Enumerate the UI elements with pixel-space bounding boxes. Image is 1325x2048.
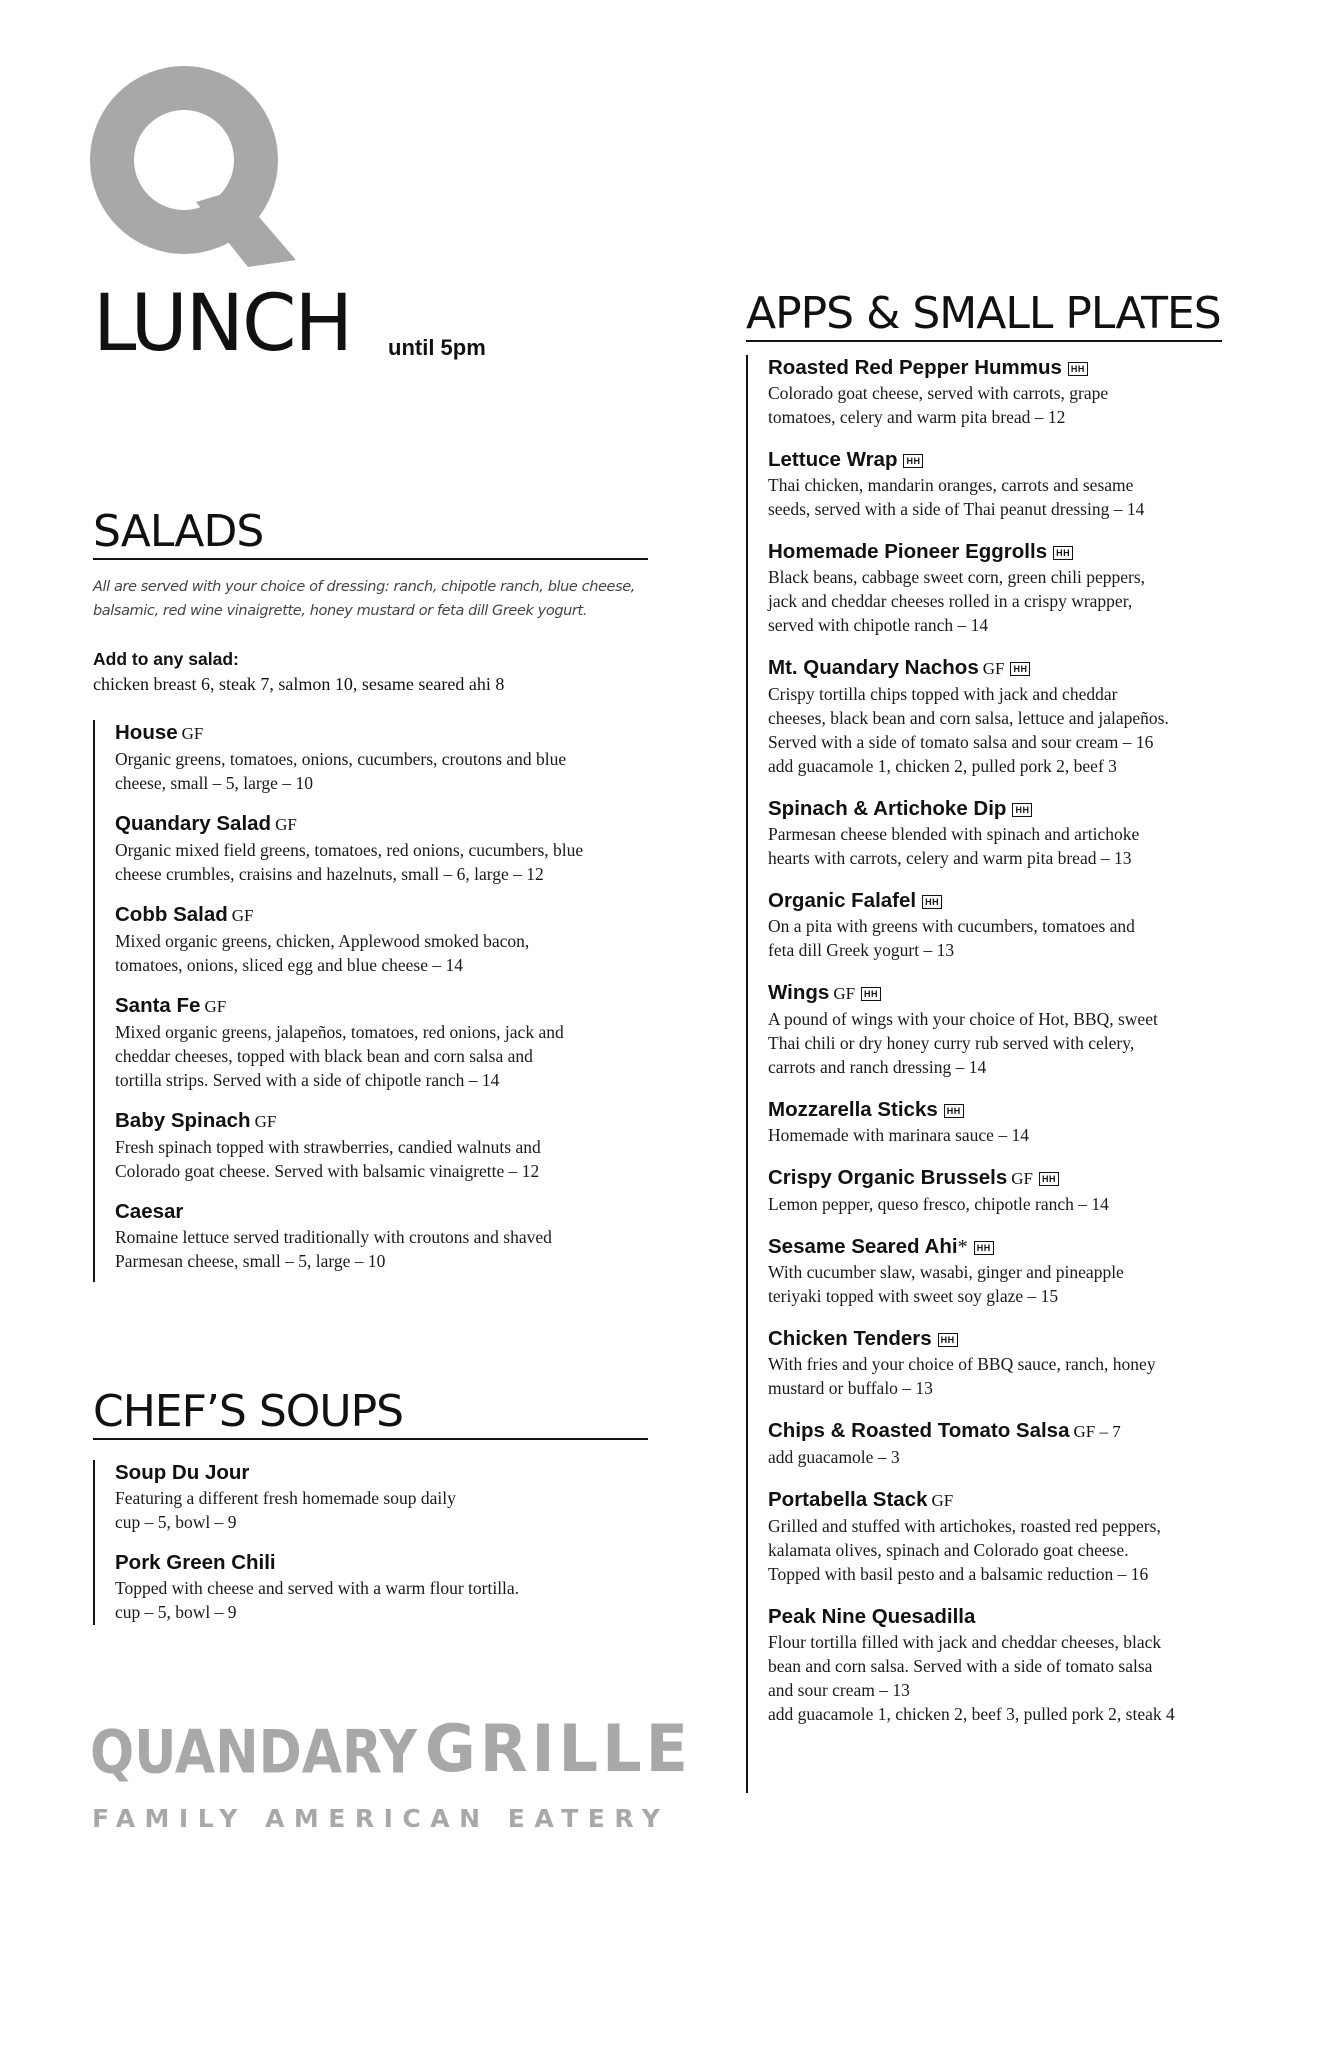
menu-item — [115, 1199, 695, 1273]
gluten-free-badge: GF — [254, 1112, 277, 1131]
item-description: Black beans, cabbage sweet corn, green chili peppers, jack and cheddar cheeses rolled in a crispy wrapper, served with chipotle ranch – 14 — [768, 567, 1146, 635]
item-description: Fresh spinach topped with strawberries, candied walnuts and Colorado goat cheese. Served with balsamic vinaigrette – 12 — [115, 1137, 541, 1181]
item-name: Santa Fe GF — [115, 994, 227, 1017]
item-name: House GF — [115, 721, 204, 744]
happy-hour-badge: HH — [861, 987, 881, 1001]
menu-item — [115, 1550, 695, 1624]
item-description: With fries and your choice of BBQ sauce, ranch, honey mustard or buffalo – 13 — [768, 1354, 1156, 1398]
happy-hour-badge: HH — [938, 1333, 958, 1347]
happy-hour-badge: HH — [1053, 546, 1073, 560]
item-name: Quandary Salad GF — [115, 812, 297, 835]
item-name: Baby Spinach GF — [115, 1109, 277, 1132]
raw-warning-asterisk: * — [957, 1236, 968, 1258]
addon-text: chicken breast 6, steak 7, salmon 10, sesame seared ahi 8 — [93, 674, 505, 694]
dressing-note: All are served with your choice of dressing: ranch, chipotle ranch, blue cheese, balsamic, red wine vinaigrette, honey mustard or feta dill Greek yogurt. — [93, 579, 635, 619]
item-name: Organic Falafel HH — [768, 888, 1288, 914]
item-name: Soup Du Jour — [115, 1461, 250, 1484]
gluten-free-badge: GF — [1011, 1169, 1033, 1188]
gluten-free-badge: GF — [204, 997, 227, 1016]
gluten-free-badge: GF — [275, 815, 297, 834]
item-name: Wings GF HH — [768, 980, 1288, 1007]
item-name: Portabella Stack GF — [768, 1488, 954, 1511]
addon-label: Add to any salad: — [93, 649, 239, 669]
item-name: Caesar — [115, 1200, 184, 1223]
brand-name-right: GRILLE — [424, 1710, 692, 1787]
item-description: Parmesan cheese blended with spinach and artichoke hearts with carrots, celery and warm pita bread – 13 — [768, 824, 1140, 868]
happy-hour-badge: HH — [922, 895, 942, 909]
menu-item — [115, 993, 695, 1092]
brand-name-left: QUANDARY — [90, 1718, 417, 1788]
item-name: Homemade Pioneer Eggrolls HH — [768, 539, 1288, 565]
item-name: Sesame Seared Ahi* HH — [768, 1234, 1288, 1260]
gluten-free-badge: GF – 7 — [1073, 1422, 1121, 1441]
item-description: With cucumber slaw, wasabi, ginger and pineapple teriyaki topped with sweet soy glaze – 15 — [768, 1262, 1124, 1306]
happy-hour-badge: HH — [974, 1241, 994, 1255]
q-logo-icon — [88, 62, 298, 277]
brand-tagline: FAMILY AMERICAN EATERY — [92, 1804, 670, 1833]
menu-item — [768, 539, 1288, 637]
item-description: Mixed organic greens, chicken, Applewood smoked bacon, tomatoes, onions, sliced egg and blue cheese – 14 — [115, 931, 530, 975]
salads-list — [93, 720, 695, 1282]
menu-item — [115, 811, 695, 886]
item-name: Crispy Organic Brussels GF HH — [768, 1165, 1288, 1192]
item-name: Peak Nine Quesadilla — [768, 1605, 976, 1628]
item-description: Colorado goat cheese, served with carrots, grape tomatoes, celery and warm pita bread – 12 — [768, 383, 1109, 427]
menu-item — [768, 355, 1288, 429]
item-description: Crispy tortilla chips topped with jack and cheddar cheeses, black bean and corn salsa, lettuce and jalapeños. Served with a side of tomato salsa and sour cream – 16 add guacamole 1, chicken 2, pulled pork 2, beef 3 — [768, 684, 1169, 776]
menu-item — [115, 1108, 695, 1183]
page-title: LUNCH — [93, 279, 352, 369]
happy-hour-badge: HH — [1039, 1172, 1059, 1186]
item-description: Romaine lettuce served traditionally with croutons and shaved Parmesan cheese, small – 5, large – 10 — [115, 1227, 552, 1271]
item-description: Thai chicken, mandarin oranges, carrots and sesame seeds, served with a side of Thai peanut dressing – 14 — [768, 475, 1145, 519]
item-name: Cobb Salad GF — [115, 903, 254, 926]
menu-item — [768, 1234, 1288, 1308]
apps-heading: APPS & SMALL PLATES — [746, 292, 1222, 342]
happy-hour-badge: HH — [1068, 362, 1088, 376]
gluten-free-badge: GF — [833, 984, 856, 1003]
menu-item — [768, 1487, 1288, 1586]
item-description: add guacamole – 3 — [768, 1447, 900, 1467]
item-name: Pork Green Chili — [115, 1551, 276, 1574]
gluten-free-badge: GF — [181, 724, 204, 743]
gluten-free-badge: GF — [231, 906, 254, 925]
item-name: Chicken Tenders HH — [768, 1326, 1288, 1352]
soups-heading: CHEF’S SOUPS — [93, 1390, 648, 1440]
item-description: Mixed organic greens, jalapeños, tomatoes, red onions, jack and cheddar cheeses, topped with black bean and corn salsa and tortilla strips. Served with a side of chipotle ranch – 14 — [115, 1022, 564, 1090]
menu-item — [768, 1418, 1288, 1469]
menu-item — [115, 902, 695, 977]
item-description: Organic mixed field greens, tomatoes, red onions, cucumbers, blue cheese crumbles, craisins and hazelnuts, small – 6, large – 12 — [115, 840, 584, 884]
menu-item — [115, 1460, 695, 1534]
item-description: Lemon pepper, queso fresco, chipotle ranch – 14 — [768, 1194, 1109, 1214]
happy-hour-badge: HH — [1012, 803, 1032, 817]
brand-logo — [90, 1710, 692, 1788]
soups-list — [93, 1460, 695, 1625]
gluten-free-badge: GF — [982, 659, 1005, 678]
menu-item — [768, 980, 1288, 1079]
item-description: A pound of wings with your choice of Hot, BBQ, sweet Thai chili or dry honey curry rub served with celery, carrots and ranch dressing – 14 — [768, 1009, 1158, 1077]
item-description: Homemade with marinara sauce – 14 — [768, 1125, 1029, 1145]
item-name: Mozzarella Sticks HH — [768, 1097, 1288, 1123]
happy-hour-badge: HH — [903, 454, 923, 468]
menu-item — [768, 1326, 1288, 1400]
item-name: Chips & Roasted Tomato Salsa GF – 7 — [768, 1419, 1121, 1442]
item-description: On a pita with greens with cucumbers, tomatoes and feta dill Greek yogurt – 13 — [768, 916, 1135, 960]
menu-item — [768, 888, 1288, 962]
menu-item — [768, 447, 1288, 521]
menu-item — [768, 1604, 1288, 1726]
item-name: Mt. Quandary Nachos GF HH — [768, 655, 1288, 682]
happy-hour-badge: HH — [944, 1104, 964, 1118]
item-name: Lettuce Wrap HH — [768, 447, 1288, 473]
page-subtitle: until 5pm — [388, 335, 486, 360]
menu-item — [115, 720, 695, 795]
apps-list — [746, 355, 1288, 1793]
salads-heading: SALADS — [93, 510, 648, 560]
item-name: Spinach & Artichoke Dip HH — [768, 796, 1288, 822]
item-description: Flour tortilla filled with jack and cheddar cheeses, black bean and corn salsa. Served with a side of tomato salsa and sour cream – 13 add guacamole 1, chicken 2, beef 3, pulled pork 2, steak 4 — [768, 1632, 1175, 1724]
gluten-free-badge: GF — [931, 1491, 954, 1510]
item-description: Topped with cheese and served with a warm flour tortilla. cup – 5, bowl – 9 — [115, 1578, 520, 1622]
menu-item — [768, 796, 1288, 870]
item-description: Featuring a different fresh homemade soup daily cup – 5, bowl – 9 — [115, 1488, 456, 1532]
item-description: Grilled and stuffed with artichokes, roasted red peppers, kalamata olives, spinach and Colorado goat cheese. Topped with basil pesto and a balsamic reduction – 16 — [768, 1516, 1161, 1584]
happy-hour-badge: HH — [1010, 662, 1030, 676]
item-name: Roasted Red Pepper Hummus HH — [768, 355, 1288, 381]
menu-item — [768, 1165, 1288, 1216]
menu-item — [768, 1097, 1288, 1147]
item-description: Organic greens, tomatoes, onions, cucumbers, croutons and blue cheese, small – 5, large – 10 — [115, 749, 567, 793]
menu-item — [768, 655, 1288, 778]
